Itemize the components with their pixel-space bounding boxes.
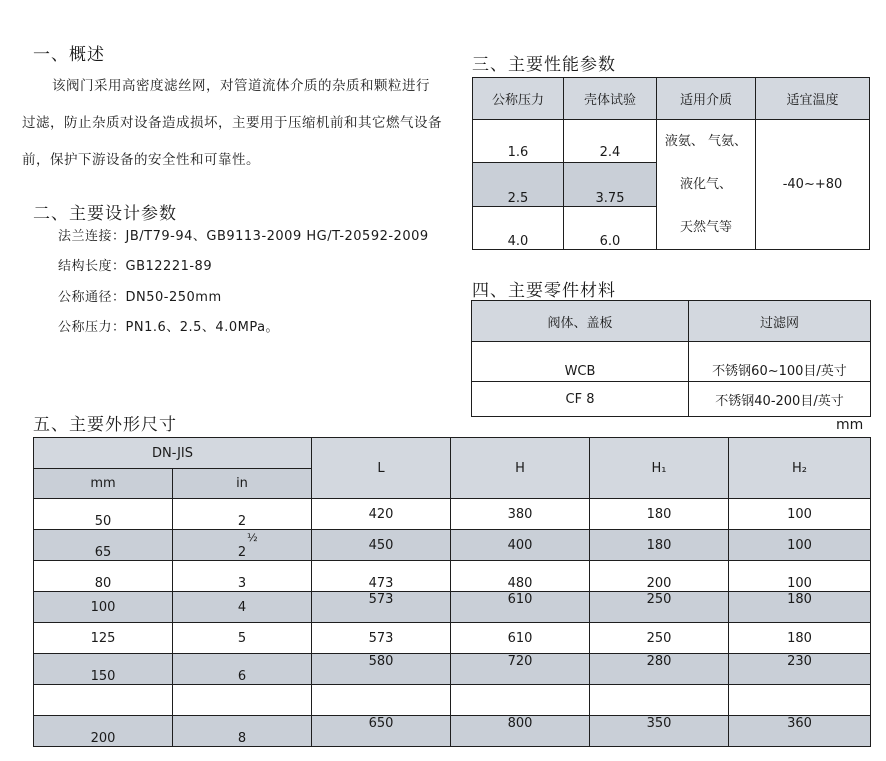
table-cell: 720 [451,654,590,685]
table-cell [34,685,173,716]
table-row [34,561,871,592]
table-cell: 2.4 [564,120,657,163]
table-cell: 3 [173,561,312,592]
table-row [472,342,871,382]
table-cell: 不锈钢60~100目/英寸 [689,342,871,382]
spec-diameter [58,286,222,305]
dimensions-heading: 五、主要外形尺寸 [33,415,177,435]
table-row [34,623,871,654]
table-row [34,499,871,530]
table-cell: 573 [312,623,451,654]
temperature-cell: -40~+80 [756,120,870,250]
table-cell: WCB [472,342,689,382]
spec-label: 公称压力： [58,320,126,335]
inch-value: 2 [237,545,247,560]
table-cell: 100 [729,530,871,561]
dimensions-table [33,437,871,747]
table-cell: 420 [312,499,451,530]
table-cell: 100 [34,592,173,623]
table-cell: 180 [590,499,729,530]
table-cell: 480 [451,561,590,592]
header-cell: H [451,438,590,499]
table-cell: 580 [312,654,451,685]
header-cell: in [173,469,312,499]
header-cell: H₁ [590,438,729,499]
table-cell [729,685,871,716]
media-line: 液氨、 气氨、 [664,134,748,149]
table-cell [173,685,312,716]
table-cell: 280 [590,654,729,685]
design-heading: 二、主要设计参数 [33,204,177,224]
header-cell: 公称压力 [473,78,564,120]
spec-value: GB12221-89 [125,259,213,274]
spec-label: 法兰连接： [58,229,126,244]
spec-label: 公称通径： [58,290,126,305]
table-cell: 473 [312,561,451,592]
table-cell: 4.0 [473,206,564,249]
table-cell: 360 [729,716,871,747]
header-cell: H₂ [729,438,871,499]
media-line: 天然气等 [679,220,732,235]
table-cell: 3.75 [564,163,657,206]
header-cell: L [312,438,451,499]
spec-pressure [58,316,279,335]
header-cell: DN-JIS [34,438,312,469]
overview-text: 该阀门采用高密度滤丝网，对管道流体介质的杂质和颗粒进行过滤，防止杂质对设备造成损坏，主要用于压缩机前和其它燃气设备前，保护下游设备的安全性和可靠性。 [22,78,442,168]
table-cell: 125 [34,623,173,654]
table-cell: 100 [729,561,871,592]
table-cell: 250 [590,623,729,654]
spec-value: DN50-250mm [125,290,222,305]
table-cell: 230 [729,654,871,685]
table-cell [451,685,590,716]
table-cell: 610 [451,592,590,623]
table-cell: 200 [590,561,729,592]
media-line: 液化气、 [679,177,732,192]
table-row [34,530,871,561]
table-cell: 65 [34,530,173,561]
table-cell: CF 8 [472,382,689,417]
table-cell: 180 [590,530,729,561]
table-cell [590,685,729,716]
performance-heading: 三、主要性能参数 [472,55,616,75]
table-cell: 5 [173,623,312,654]
table-header-row [473,78,870,120]
spec-value: PN1.6、2.5、4.0MPa。 [125,320,280,335]
table-cell [173,530,312,561]
table-cell: 800 [451,716,590,747]
table-cell: 350 [590,716,729,747]
performance-table [472,77,870,250]
table-cell: 150 [34,654,173,685]
table-row [34,592,871,623]
spec-label: 结构长度： [58,259,126,274]
table-cell: 2.5 [473,163,564,206]
table-cell: 6.0 [564,206,657,249]
table-cell: 450 [312,530,451,561]
table-cell: 6 [173,654,312,685]
spec-length [58,255,212,274]
table-cell: 610 [451,623,590,654]
table-row [473,120,870,163]
table-cell: 80 [34,561,173,592]
table-cell: 250 [590,592,729,623]
header-cell: mm [34,469,173,499]
table-row [34,716,871,747]
table-cell: 650 [312,716,451,747]
table-cell: 不锈钢40-200目/英寸 [689,382,871,417]
table-cell: 1.6 [473,120,564,163]
unit-label: mm [836,417,864,433]
table-header-row [472,301,871,342]
header-cell: 适用介质 [657,78,756,120]
header-cell: 适宜温度 [756,78,870,120]
overview-heading: 一、概述 [33,45,105,65]
table-cell: 400 [451,530,590,561]
table-cell: 4 [173,592,312,623]
table-cell: 100 [729,499,871,530]
table-cell: 573 [312,592,451,623]
media-cell [657,120,756,250]
table-row [472,382,871,417]
spec-flange [58,225,429,244]
table-header-row [34,438,871,469]
table-cell: 50 [34,499,173,530]
table-cell: 200 [34,716,173,747]
table-cell: 380 [451,499,590,530]
materials-table [471,300,871,417]
header-cell: 阀体、盖板 [472,301,689,342]
table-cell: 180 [729,592,871,623]
table-cell: 2 [173,499,312,530]
table-cell: 180 [729,623,871,654]
header-cell: 壳体试验 [564,78,657,120]
half-mark: ½ [247,531,258,544]
table-cell [312,685,451,716]
header-cell: 过滤网 [689,301,871,342]
table-cell: 8 [173,716,312,747]
spec-value: JB/T79-94、GB9113-2009 HG/T-20592-2009 [125,229,429,244]
table-row [34,685,871,716]
materials-heading: 四、主要零件材料 [472,281,616,301]
table-row [34,654,871,685]
